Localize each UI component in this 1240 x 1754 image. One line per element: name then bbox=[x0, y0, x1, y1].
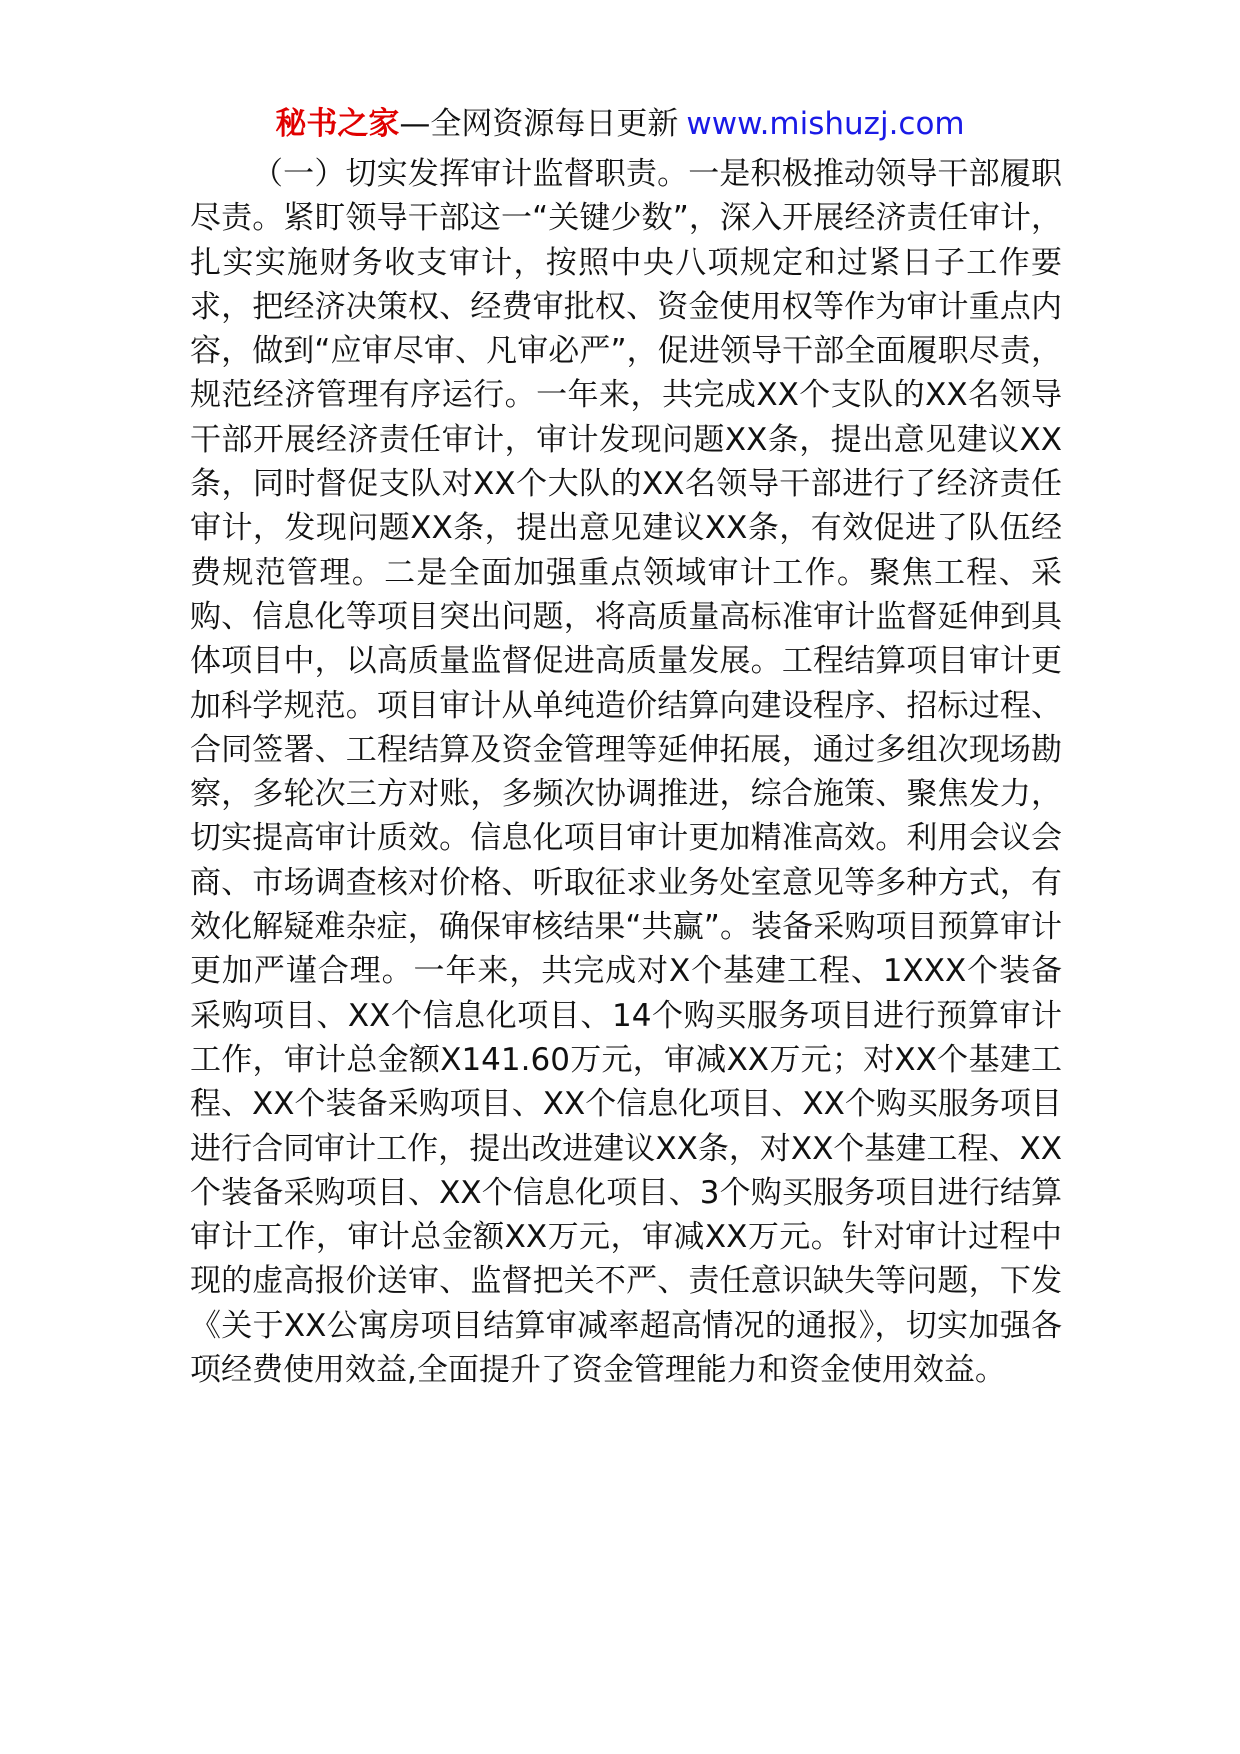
header-url[interactable]: www.mishuzj.com bbox=[686, 106, 965, 142]
header-tagline: —全网资源每日更新 bbox=[399, 106, 679, 142]
body-paragraph: （一）切实发挥审计监督职责。一是积极推动领导干部履职尽责。紧盯领导干部这一“关键少数”，深入开展经济责任审计，扎实实施财务收支审计，按照中央八项规定和过紧日子工作要求，把经济决策权、经费审批权、资金使用权等作为审计重点内容，做到“应审尽审、凡审必严”，促进领导干部全面履职尽责，规范经济管理有序运行。一年来，共完成XX个支队的XX名领导干部开展经济责任审计，审计发现问题XX条，提出意见建议XX条，同时督促支队对XX个大队的XX名领导干部进行了经济责任审计，发现问题XX条，提出意见建议XX条，有效促进了队伍经费规范管理。二是全面加强重点领域审计工作。聚焦工程、采购、信息化等项目突出问题，将高质量高标准审计监督延伸到具体项目中，以高质量监督促进高质量发展。工程结算项目审计更加科学规范。项目审计从单纯造价结算向建设程序、招标过程、合同签署、工程结算及资金管理等延伸拓展，通过多组次现场勘察，多轮次三方对账，多频次协调推进，综合施策、聚焦发力，切实提高审计质效。信息化项目审计更加精准高效。利用会议会商、市场调查核对价格、听取征求业务处室意见等多种方式，有效化解疑难杂症，确保审核结果“共赢”。装备采购项目预算审计更加严谨合理。一年来，共完成对X个基建工程、1XXX个装备采购项目、XX个信息化项目、14个购买服务项目进行预算审计工作，审计总金额X141.60万元，审减XX万元；对XX个基建工程、XX个装备采购项目、XX个信息化项目、XX个购买服务项目进行合同审计工作，提出改进建议XX条，对XX个基建工程、XX个装备采购项目、XX个信息化项目、3个购买服务项目进行结算审计工作，审计总金额XX万元，审减XX万元。针对审计过程中现的虚高报价送审、监督把关不严、责任意识缺失等问题，下发《关于XX公寓房项目结算审减率超高情况的通报》，切实加强各项经费使用效益,全面提升了资金管理能力和资金使用效益。 bbox=[190, 156, 1062, 1389]
page-header bbox=[0, 102, 1240, 146]
brand-name: 秘书之家 bbox=[275, 106, 400, 142]
